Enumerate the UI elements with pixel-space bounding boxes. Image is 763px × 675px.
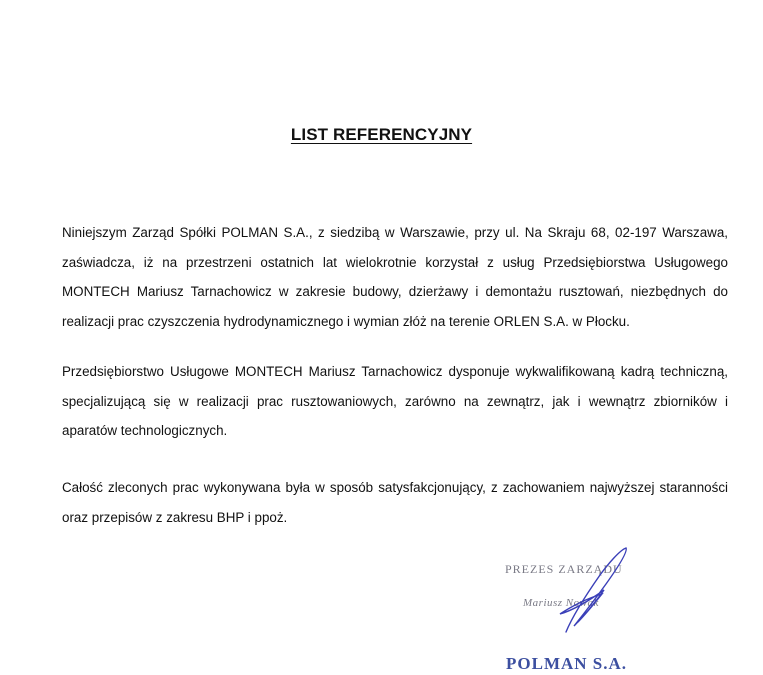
stamp-role: PREZES ZARZĄDU <box>505 562 623 576</box>
stamp-name: Mariusz Nowak <box>523 597 599 609</box>
signature-stamp <box>478 540 678 675</box>
handwritten-signature <box>478 540 678 675</box>
signature-stroke <box>560 548 626 632</box>
stamp-company: POLMAN S.A. <box>506 654 628 673</box>
paragraph-2: Przedsiębiorstwo Usługowe MONTECH Mariusz Tarnachowicz dysponuje wykwalifikowaną kadrą techniczną, specjalizującą się w realizacji prac rusztowaniowych, zarówno na zewnątrz, jak i wewnątrz zbiorników i aparatów technologicznych. <box>62 364 728 438</box>
paragraph-3: Całość zleconych prac wykonywana była w sposób satysfakcjonujący, z zachowaniem najwyższej staranności oraz przepisów z zakresu BHP i ppoż. <box>62 480 728 525</box>
document-title: LIST REFERENCYJNY <box>290 125 473 144</box>
paragraph-1: Niniejszym Zarząd Spółki POLMAN S.A., z siedzibą w Warszawie, przy ul. Na Skraju 68, 02-197 Warszawa, zaświadcza, iż na przestrzeni ostatnich lat wielokrotnie korzystał z usług Przedsiębiorstwa Usługowego MONTECH Mariusz Tarnachowicz w zakresie budowy, dzierżawy i demontażu rusztowań, niezbędnych do realizacji prac czyszczenia hydrodynamicznego i wymian złóż na terenie ORLEN S.A. w Płocku. <box>62 225 728 329</box>
